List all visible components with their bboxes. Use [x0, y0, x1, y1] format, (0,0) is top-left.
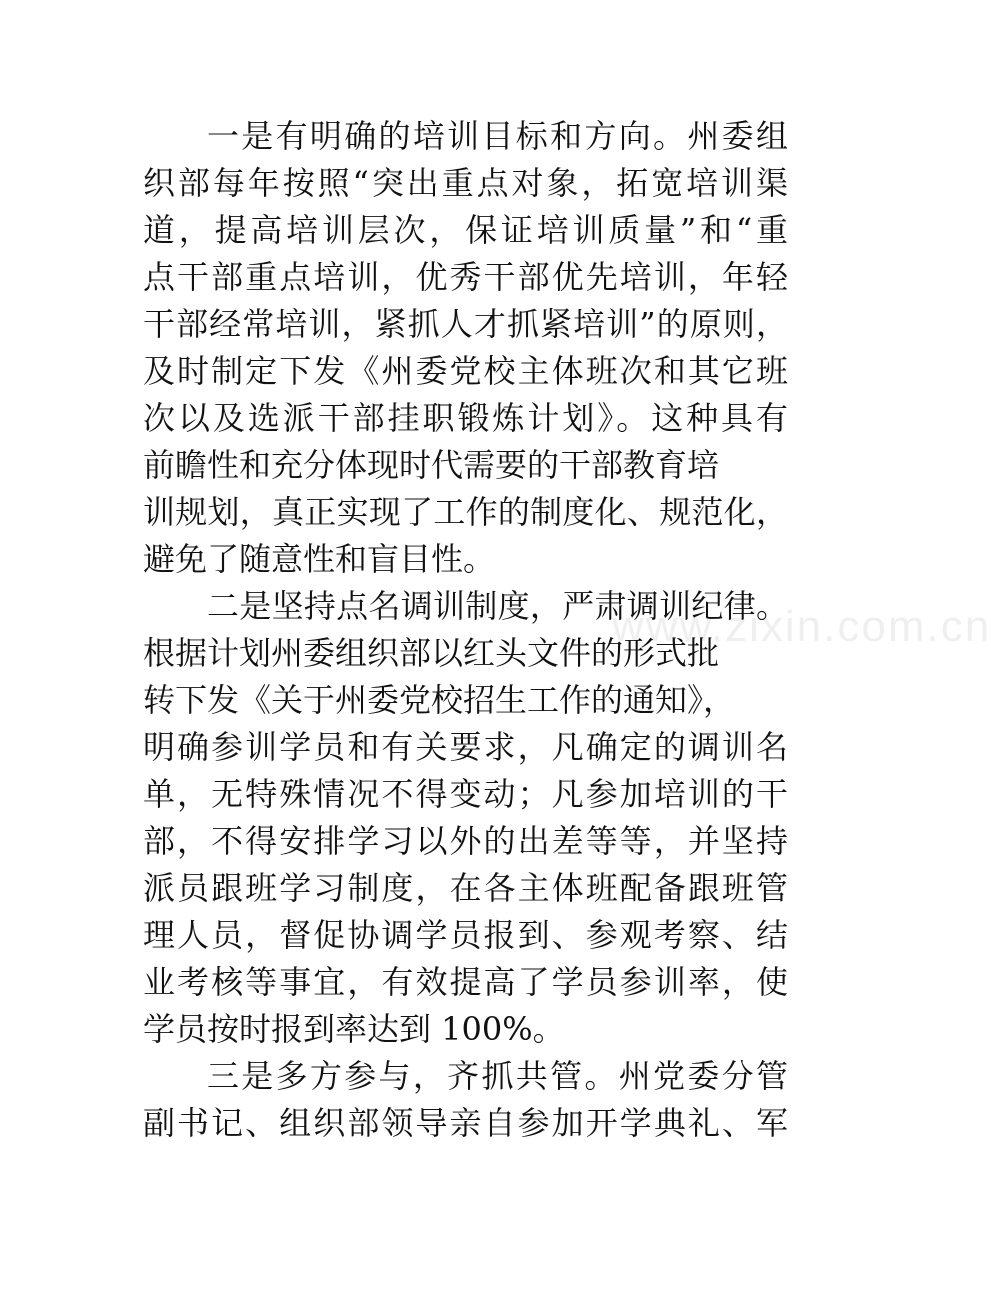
text-line: 理人员，督促协调学员报到、参观考察、结: [143, 916, 788, 954]
text-line: 织部每年按照“突出重点对象，拓宽培训渠: [143, 164, 788, 202]
paragraph-1: [143, 113, 788, 583]
text-line: 根据计划州委组织部以红头文件的形式批: [143, 634, 720, 672]
text-line: 点干部重点培训，优秀干部优先培训，年轻: [143, 258, 788, 296]
text-line: 一是有明确的培训目标和方向。州委组: [207, 117, 788, 155]
text-line: 次以及选派干部挂职锻炼计划》。这种具有: [143, 399, 788, 437]
paragraph-2: [143, 583, 788, 1053]
text-line: 三是多方参与，齐抓共管。州党委分管: [207, 1057, 788, 1095]
text-line: 二是坚持点名调训制度，严肃调训纪律。: [207, 587, 788, 625]
paragraph-3: [143, 1053, 788, 1147]
text-line: 避免了随意性和盲目性。: [143, 540, 496, 578]
text-line: 副书记、组织部领导亲自参加开学典礼、军: [143, 1104, 788, 1142]
text-line: 派员跟班学习制度，在各主体班配备跟班管: [143, 869, 788, 907]
text-line: 部，不得安排学习以外的出差等等，并坚持: [143, 822, 788, 860]
text-line: 前瞻性和充分体现时代需要的干部教育培: [143, 446, 720, 484]
watermark: www.zixin.com.cn: [612, 602, 991, 651]
text-line: 单，无特殊情况不得变动；凡参加培训的干: [143, 775, 788, 813]
text-line: 业考核等事宜，有效提高了学员参训率，使: [143, 963, 788, 1001]
text-line: 道，提高培训层次，保证培训质量”和“重: [143, 211, 788, 249]
document-body: [143, 113, 788, 1147]
text-line: 干部经常培训，紧抓人才抓紧培训”的原则，: [143, 305, 788, 343]
text-line: 及时制定下发《州委党校主体班次和其它班: [143, 352, 788, 390]
text-line: 学员按时报到率达到 100%。: [143, 1010, 565, 1048]
text-line: 转下发《关于州委党校招生工作的通知》，: [143, 681, 736, 719]
text-line: 训规划，真正实现了工作的制度化、规范化，: [143, 493, 788, 531]
text-line: 明确参训学员和有关要求，凡确定的调训名: [143, 728, 788, 766]
